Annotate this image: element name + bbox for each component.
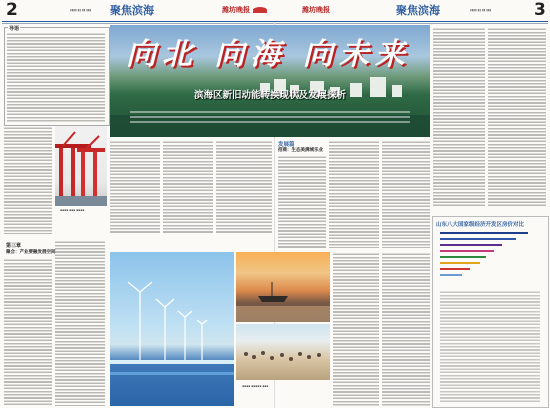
- crane-photo-caption: ▪▪▪▪ ▪▪▪ ▪▪▪▪: [60, 208, 85, 212]
- port-crane-photo: [55, 126, 107, 206]
- right-page-header: [534, 0, 546, 20]
- right-masthead: [302, 0, 330, 20]
- left-text-column-4: [163, 140, 213, 234]
- middle-text-column-2: [329, 140, 379, 248]
- middle-text-column-1: [278, 155, 326, 248]
- middle-lower-column-2: [382, 252, 430, 406]
- header-rule: [2, 21, 548, 22]
- header-subrule: [2, 23, 548, 24]
- middle-column-title: 发展篇: [278, 142, 295, 148]
- middle-column-subtitle: 招商：生态美满城乐业: [278, 148, 323, 153]
- banner-text-line-1: [130, 111, 410, 113]
- banner-subtitle: 滨海区新旧动能转换现状及发展探析: [193, 90, 346, 101]
- left-section-title: 聚焦滨海: [110, 4, 154, 17]
- banner-headline: 向北 向海 向未来: [126, 37, 411, 72]
- right-text-column-1: [433, 27, 485, 207]
- right-section-title: 聚焦滨海: [396, 4, 440, 17]
- price-bar-7: [440, 268, 470, 270]
- article-chapter-title: 第三章: [6, 243, 22, 249]
- wind-turbine-photo: [110, 252, 234, 406]
- left-page-number: 2: [6, 0, 18, 20]
- top-banner: [110, 25, 430, 137]
- left-text-column-3: [110, 140, 160, 234]
- crowd-icon: [236, 324, 330, 380]
- price-comparison-text: [440, 290, 540, 402]
- beach-crowd-photo: [236, 324, 330, 380]
- left-date-decor: ▮▮▮▮ ▮▮ ▮▮ ▮▮▮: [70, 8, 92, 12]
- price-bar-6: [440, 262, 480, 264]
- crane-icon: [55, 126, 107, 206]
- price-bar-1: [440, 232, 528, 234]
- left-lower-column-1: [4, 258, 52, 406]
- banner-text-line-2: [130, 116, 410, 118]
- left-paper-name: 潍坊晚报: [222, 5, 250, 14]
- middle-lower-column-1: [333, 252, 379, 406]
- left-text-column-1: [4, 126, 52, 234]
- left-logo-icon: [253, 7, 267, 13]
- price-bar-4: [440, 250, 494, 252]
- wind-turbine-icon: [110, 252, 234, 406]
- price-bar-5: [440, 256, 486, 258]
- left-masthead: [222, 0, 267, 20]
- sunset-beach-photo: [236, 252, 330, 322]
- intro-text-block: [7, 32, 105, 122]
- right-date-decor: ▮▮▮▮ ▮▮ ▮▮ ▮▮▮: [470, 8, 492, 12]
- banner-cityscape: [110, 65, 430, 137]
- price-bar-3: [440, 244, 502, 246]
- beach-photo-caption: ▪▪▪▪ ▪▪▪▪▪ ▪▪▪: [242, 384, 269, 388]
- banner-text-line-3: [130, 121, 410, 123]
- price-comparison-title: 山东八大国家级经济开发区房价对比: [436, 222, 525, 228]
- left-lower-column-2: [55, 240, 105, 406]
- price-bar-2: [440, 238, 516, 240]
- price-bar-chart: [440, 232, 540, 284]
- right-date-line: [470, 0, 491, 20]
- intro-box-title: 导语: [9, 26, 20, 32]
- left-page-header: [6, 0, 18, 20]
- left-text-column-5: [216, 140, 272, 234]
- right-page-number: 3: [534, 0, 546, 20]
- right-text-column-2: [488, 27, 546, 207]
- price-bar-8: [440, 274, 462, 276]
- left-section-header: [110, 0, 154, 20]
- middle-text-column-3: [382, 140, 430, 248]
- right-section-header: [396, 0, 440, 20]
- boat-icon: [236, 252, 330, 322]
- left-date-line: [70, 0, 91, 20]
- right-paper-name: 潍坊晚报: [302, 5, 330, 14]
- article-chapter-subtitle: 聚合：产业要融发展空间: [6, 250, 56, 255]
